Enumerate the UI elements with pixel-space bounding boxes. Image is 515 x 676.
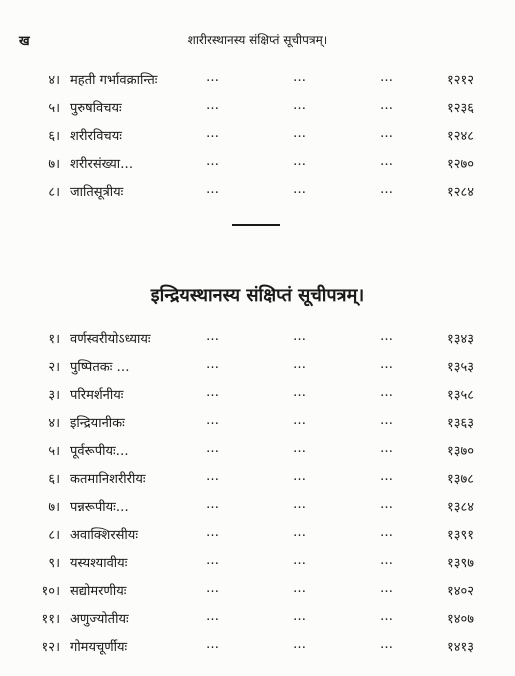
leader-dots: … xyxy=(293,553,307,568)
leader-dots: … xyxy=(380,154,394,169)
chapter-number: ५। xyxy=(48,101,60,116)
leader-dots: … xyxy=(293,497,307,512)
page-header xyxy=(0,31,515,53)
chapter-number: ४। xyxy=(48,416,60,431)
chapter-number: ७। xyxy=(48,157,60,172)
toc-section-indriya xyxy=(0,325,515,661)
chapter-number: १०। xyxy=(41,584,60,599)
leader-dots: … xyxy=(293,413,307,428)
chapter-title: अणुज्योतीयः xyxy=(70,612,129,627)
chapter-number: ७। xyxy=(48,500,60,515)
leader-dots: … xyxy=(380,385,394,400)
leader-dots: … xyxy=(380,469,394,484)
leader-dots: … xyxy=(380,609,394,624)
toc-row xyxy=(0,150,515,178)
toc-row xyxy=(0,66,515,94)
leader-dots: … xyxy=(380,413,394,428)
leader-dots: … xyxy=(206,469,220,484)
toc-row xyxy=(0,178,515,206)
toc-row xyxy=(0,94,515,122)
leader-dots: … xyxy=(293,357,307,372)
chapter-number: १। xyxy=(48,332,60,347)
chapter-title: कतमानिशरीरीयः xyxy=(70,472,146,487)
chapter-title: यस्यश्यावीयः xyxy=(70,556,128,571)
page-number-ref: १४१३ xyxy=(447,640,475,655)
chapter-number: ६। xyxy=(48,472,60,487)
toc-row xyxy=(0,633,515,661)
leader-dots: … xyxy=(380,70,394,85)
chapter-title: इन्द्रियानीकः xyxy=(70,416,125,431)
toc-row xyxy=(0,493,515,521)
leader-dots: … xyxy=(380,497,394,512)
leader-dots: … xyxy=(293,581,307,596)
chapter-title: पुष्पितकः … xyxy=(70,360,130,375)
chapter-title: महती गर्भावक्रान्तिः xyxy=(70,73,158,88)
leader-dots: … xyxy=(293,126,307,141)
leader-dots: … xyxy=(293,98,307,113)
chapter-title: सद्योमरणीयः xyxy=(70,584,127,599)
chapter-number: ६। xyxy=(48,129,60,144)
leader-dots: … xyxy=(206,581,220,596)
leader-dots: … xyxy=(293,329,307,344)
leader-dots: … xyxy=(206,385,220,400)
chapter-title: पन्नरूपीयः… xyxy=(70,500,129,515)
leader-dots: … xyxy=(380,441,394,456)
chapter-title: वर्णस्वरीयोऽध्यायः xyxy=(70,332,151,347)
toc-row xyxy=(0,549,515,577)
toc-row xyxy=(0,381,515,409)
chapter-title: गोमयचूर्णीयः xyxy=(70,640,128,655)
chapter-number: २। xyxy=(48,360,60,375)
leader-dots: … xyxy=(380,182,394,197)
chapter-title: शरीरविचयः xyxy=(70,129,122,144)
page-number-ref: १३५३ xyxy=(447,360,475,375)
chapter-title: शरीरसंख्या… xyxy=(70,157,134,172)
page-number-ref: १२७० xyxy=(447,157,475,172)
leader-dots: … xyxy=(293,385,307,400)
leader-dots: … xyxy=(293,70,307,85)
page-number-ref: १३५८ xyxy=(447,388,475,403)
leader-dots: … xyxy=(293,182,307,197)
leader-dots: … xyxy=(206,413,220,428)
leader-dots: … xyxy=(206,182,220,197)
leader-dots: … xyxy=(380,357,394,372)
toc-row xyxy=(0,325,515,353)
leader-dots: … xyxy=(380,126,394,141)
leader-dots: … xyxy=(380,637,394,652)
page-number-ref: १३९७ xyxy=(447,556,475,571)
toc-row xyxy=(0,605,515,633)
leader-dots: … xyxy=(380,329,394,344)
leader-dots: … xyxy=(206,357,220,372)
chapter-number: १२। xyxy=(41,640,60,655)
chapter-title: पुरुषविचयः xyxy=(70,101,122,116)
chapter-number: ५। xyxy=(48,444,60,459)
leader-dots: … xyxy=(206,553,220,568)
leader-dots: … xyxy=(206,70,220,85)
chapter-number: ९। xyxy=(48,556,60,571)
chapter-title: जातिसूत्रीयः xyxy=(70,185,124,200)
leader-dots: … xyxy=(380,581,394,596)
toc-row xyxy=(0,409,515,437)
leader-dots: … xyxy=(206,441,220,456)
page-number-ref: १३४३ xyxy=(447,332,475,347)
toc-row xyxy=(0,437,515,465)
running-title: शारीरस्थानस्य संक्षिप्तं सूचीपत्रम्। xyxy=(187,33,328,47)
page-number-ref: १२८४ xyxy=(447,185,475,200)
page-number-ref: १३९१ xyxy=(447,528,475,543)
leader-dots: … xyxy=(206,609,220,624)
toc-row xyxy=(0,353,515,381)
chapter-title: अवाक्शिरसीयः xyxy=(70,528,138,543)
leader-dots: … xyxy=(380,553,394,568)
page-number: ख xyxy=(19,34,30,49)
page-number-ref: १२३६ xyxy=(447,101,475,116)
page-number-ref: १२१२ xyxy=(447,73,475,88)
chapter-title: परिमर्शनीयः xyxy=(70,388,124,403)
leader-dots: … xyxy=(293,525,307,540)
toc-row xyxy=(0,122,515,150)
leader-dots: … xyxy=(380,525,394,540)
page-number-ref: १२४८ xyxy=(447,129,475,144)
page-number-ref: १३६३ xyxy=(447,416,475,431)
chapter-number: ३। xyxy=(48,388,60,403)
section-heading: इन्द्रियस्थानस्य संक्षिप्तं सूचीपत्रम्। xyxy=(150,285,365,306)
chapter-number: ८। xyxy=(48,185,60,200)
leader-dots: … xyxy=(293,469,307,484)
leader-dots: … xyxy=(206,525,220,540)
chapter-title: पूर्वरूपीयः… xyxy=(70,444,129,459)
leader-dots: … xyxy=(293,637,307,652)
leader-dots: … xyxy=(293,154,307,169)
section-divider xyxy=(232,224,280,226)
chapter-number: ८। xyxy=(48,528,60,543)
leader-dots: … xyxy=(206,497,220,512)
leader-dots: … xyxy=(206,126,220,141)
toc-section-sharira xyxy=(0,66,515,206)
toc-row xyxy=(0,577,515,605)
leader-dots: … xyxy=(206,154,220,169)
chapter-number: ४। xyxy=(48,73,60,88)
toc-row xyxy=(0,521,515,549)
page-number-ref: १४०७ xyxy=(447,612,475,627)
leader-dots: … xyxy=(206,637,220,652)
leader-dots: … xyxy=(293,609,307,624)
chapter-number: ११। xyxy=(41,612,60,627)
page-number-ref: १३७० xyxy=(447,444,475,459)
leader-dots: … xyxy=(380,98,394,113)
leader-dots: … xyxy=(293,441,307,456)
leader-dots: … xyxy=(206,98,220,113)
page-number-ref: १४०२ xyxy=(447,584,475,599)
page-number-ref: १३७८ xyxy=(447,472,475,487)
toc-row xyxy=(0,465,515,493)
page-number-ref: १३८४ xyxy=(447,500,475,515)
leader-dots: … xyxy=(206,329,220,344)
